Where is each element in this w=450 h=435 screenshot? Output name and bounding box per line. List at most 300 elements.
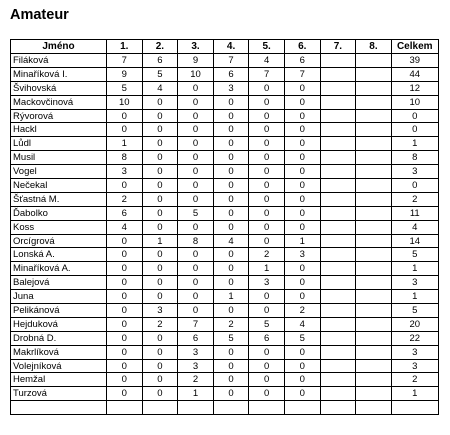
header-round-8: 8.	[356, 40, 392, 54]
round-7-cell	[320, 67, 356, 81]
round-8-cell	[356, 345, 392, 359]
round-7-cell	[320, 151, 356, 165]
round-8-cell	[356, 192, 392, 206]
header-round-2: 2.	[142, 40, 178, 54]
table-row	[11, 234, 439, 248]
table-row	[11, 248, 439, 262]
round-2-cell: 0	[142, 192, 178, 206]
round-3-cell: 0	[178, 304, 214, 318]
round-7-cell	[320, 95, 356, 109]
round-1-cell: 0	[107, 234, 143, 248]
round-8-cell	[356, 151, 392, 165]
round-1-cell: 4	[107, 220, 143, 234]
round-3-cell: 0	[178, 123, 214, 137]
table-row	[11, 54, 439, 68]
round-3-cell: 0	[178, 276, 214, 290]
round-6-cell: 6	[284, 54, 320, 68]
round-1-cell: 3	[107, 165, 143, 179]
round-8-cell	[356, 67, 392, 81]
total-cell: 22	[391, 331, 438, 345]
name-cell: Hackl	[11, 123, 107, 137]
round-8-cell	[356, 317, 392, 331]
round-2-cell: 0	[142, 151, 178, 165]
total-cell: 3	[391, 345, 438, 359]
total-cell: 8	[391, 151, 438, 165]
round-1-cell: 0	[107, 262, 143, 276]
round-4-cell: 0	[213, 165, 249, 179]
round-7-cell	[320, 331, 356, 345]
table-row	[11, 109, 439, 123]
round-5-cell: 4	[249, 54, 285, 68]
round-1-cell: 0	[107, 331, 143, 345]
round-7-cell	[320, 54, 356, 68]
round-4-cell: 0	[213, 387, 249, 401]
name-cell: Balejová	[11, 276, 107, 290]
total-cell: 12	[391, 81, 438, 95]
total-cell: 2	[391, 192, 438, 206]
header-round-5: 5.	[249, 40, 285, 54]
round-8-cell	[356, 262, 392, 276]
round-3-cell: 6	[178, 331, 214, 345]
round-7-cell	[320, 123, 356, 137]
round-7-cell	[320, 387, 356, 401]
round-5-cell: 6	[249, 331, 285, 345]
table-row	[11, 317, 439, 331]
round-5-cell: 2	[249, 248, 285, 262]
name-cell: Nečekal	[11, 179, 107, 193]
round-8-cell	[356, 290, 392, 304]
round-4-cell: 7	[213, 54, 249, 68]
total-cell: 0	[391, 179, 438, 193]
table-header-row	[11, 40, 439, 54]
round-4-cell: 0	[213, 276, 249, 290]
round-5-cell: 0	[249, 387, 285, 401]
table-body	[11, 54, 439, 415]
round-1-cell: 2	[107, 192, 143, 206]
table-row	[11, 95, 439, 109]
round-4-cell: 0	[213, 206, 249, 220]
round-5-cell: 0	[249, 206, 285, 220]
round-5-cell: 0	[249, 192, 285, 206]
round-3-cell: 10	[178, 67, 214, 81]
round-6-cell: 0	[284, 137, 320, 151]
round-5-cell: 0	[249, 81, 285, 95]
round-8-cell	[356, 81, 392, 95]
round-2-cell: 0	[142, 359, 178, 373]
round-4-cell: 0	[213, 373, 249, 387]
table-row	[11, 123, 439, 137]
round-3-cell: 0	[178, 262, 214, 276]
name-cell: Filáková	[11, 54, 107, 68]
round-2-cell: 0	[142, 345, 178, 359]
table-row	[11, 165, 439, 179]
round-6-cell	[284, 401, 320, 415]
total-cell: 14	[391, 234, 438, 248]
round-1-cell: 0	[107, 304, 143, 318]
round-3-cell: 7	[178, 317, 214, 331]
round-2-cell: 5	[142, 67, 178, 81]
round-2-cell: 0	[142, 248, 178, 262]
round-7-cell	[320, 345, 356, 359]
name-cell: Pelikánová	[11, 304, 107, 318]
name-cell: Turzová	[11, 387, 107, 401]
round-3-cell: 0	[178, 95, 214, 109]
round-5-cell	[249, 401, 285, 415]
round-8-cell	[356, 304, 392, 318]
round-1-cell: 8	[107, 151, 143, 165]
round-6-cell: 0	[284, 81, 320, 95]
total-cell: 44	[391, 67, 438, 81]
table-row	[11, 192, 439, 206]
round-4-cell: 0	[213, 345, 249, 359]
round-8-cell	[356, 359, 392, 373]
round-4-cell	[213, 401, 249, 415]
round-2-cell: 0	[142, 331, 178, 345]
round-3-cell: 3	[178, 359, 214, 373]
name-cell: Vogel	[11, 165, 107, 179]
total-cell: 0	[391, 123, 438, 137]
total-cell: 1	[391, 137, 438, 151]
table-row	[11, 206, 439, 220]
round-1-cell: 0	[107, 123, 143, 137]
round-3-cell: 8	[178, 234, 214, 248]
round-8-cell	[356, 179, 392, 193]
round-4-cell: 2	[213, 317, 249, 331]
round-5-cell: 0	[249, 109, 285, 123]
table-row	[11, 345, 439, 359]
round-3-cell: 0	[178, 137, 214, 151]
round-2-cell: 0	[142, 165, 178, 179]
name-cell: Minaříková A.	[11, 262, 107, 276]
round-2-cell: 0	[142, 220, 178, 234]
round-3-cell	[178, 401, 214, 415]
round-1-cell: 0	[107, 276, 143, 290]
round-6-cell: 4	[284, 317, 320, 331]
round-5-cell: 0	[249, 234, 285, 248]
total-cell: 5	[391, 248, 438, 262]
name-cell: Hejduková	[11, 317, 107, 331]
round-8-cell	[356, 331, 392, 345]
round-5-cell: 0	[249, 95, 285, 109]
table-row	[11, 331, 439, 345]
table-row	[11, 262, 439, 276]
table-row	[11, 67, 439, 81]
round-8-cell	[356, 234, 392, 248]
round-5-cell: 0	[249, 345, 285, 359]
round-3-cell: 1	[178, 387, 214, 401]
round-4-cell: 5	[213, 331, 249, 345]
round-8-cell	[356, 401, 392, 415]
round-3-cell: 0	[178, 220, 214, 234]
round-2-cell: 4	[142, 81, 178, 95]
round-1-cell: 0	[107, 373, 143, 387]
total-cell: 0	[391, 109, 438, 123]
round-2-cell: 0	[142, 262, 178, 276]
name-cell: Drobná D.	[11, 331, 107, 345]
name-cell: Musil	[11, 151, 107, 165]
name-cell: Koss	[11, 220, 107, 234]
round-4-cell: 0	[213, 137, 249, 151]
round-2-cell: 1	[142, 234, 178, 248]
round-2-cell: 0	[142, 95, 178, 109]
round-6-cell: 0	[284, 179, 320, 193]
round-8-cell	[356, 373, 392, 387]
round-7-cell	[320, 165, 356, 179]
round-6-cell: 0	[284, 123, 320, 137]
round-1-cell: 0	[107, 317, 143, 331]
round-2-cell: 6	[142, 54, 178, 68]
header-round-7: 7.	[320, 40, 356, 54]
round-4-cell: 0	[213, 359, 249, 373]
round-8-cell	[356, 206, 392, 220]
round-7-cell	[320, 373, 356, 387]
header-round-1: 1.	[107, 40, 143, 54]
round-6-cell: 7	[284, 67, 320, 81]
round-6-cell: 0	[284, 373, 320, 387]
total-cell: 1	[391, 290, 438, 304]
table-row	[11, 151, 439, 165]
total-cell: 5	[391, 304, 438, 318]
round-1-cell: 5	[107, 81, 143, 95]
round-7-cell	[320, 206, 356, 220]
round-8-cell	[356, 248, 392, 262]
round-7-cell	[320, 317, 356, 331]
round-6-cell: 1	[284, 234, 320, 248]
round-1-cell: 0	[107, 359, 143, 373]
round-7-cell	[320, 262, 356, 276]
round-3-cell: 5	[178, 206, 214, 220]
round-1-cell: 9	[107, 67, 143, 81]
round-8-cell	[356, 109, 392, 123]
round-4-cell: 0	[213, 262, 249, 276]
header-total: Celkem	[391, 40, 438, 54]
round-8-cell	[356, 220, 392, 234]
round-4-cell: 3	[213, 81, 249, 95]
round-6-cell: 5	[284, 331, 320, 345]
name-cell	[11, 401, 107, 415]
round-7-cell	[320, 137, 356, 151]
total-cell: 20	[391, 317, 438, 331]
name-cell: Ďabolko	[11, 206, 107, 220]
round-7-cell	[320, 192, 356, 206]
name-cell: Hemžal	[11, 373, 107, 387]
round-6-cell: 3	[284, 248, 320, 262]
round-3-cell: 9	[178, 54, 214, 68]
round-4-cell: 0	[213, 123, 249, 137]
round-4-cell: 4	[213, 234, 249, 248]
round-1-cell: 0	[107, 248, 143, 262]
round-8-cell	[356, 54, 392, 68]
name-cell: Rývorová	[11, 109, 107, 123]
round-3-cell: 0	[178, 192, 214, 206]
round-3-cell: 0	[178, 179, 214, 193]
total-cell: 4	[391, 220, 438, 234]
round-3-cell: 2	[178, 373, 214, 387]
round-1-cell: 1	[107, 137, 143, 151]
header-name: Jméno	[11, 40, 107, 54]
round-6-cell: 0	[284, 345, 320, 359]
round-1-cell	[107, 401, 143, 415]
table-row	[11, 373, 439, 387]
round-2-cell: 0	[142, 123, 178, 137]
round-4-cell: 0	[213, 151, 249, 165]
name-cell: Mackovčinová	[11, 95, 107, 109]
table-row	[11, 304, 439, 318]
name-cell: Švihovská	[11, 81, 107, 95]
header-round-6: 6.	[284, 40, 320, 54]
round-1-cell: 7	[107, 54, 143, 68]
table-row	[11, 220, 439, 234]
round-4-cell: 0	[213, 248, 249, 262]
round-5-cell: 0	[249, 123, 285, 137]
round-2-cell: 0	[142, 137, 178, 151]
round-7-cell	[320, 401, 356, 415]
round-7-cell	[320, 276, 356, 290]
round-2-cell: 0	[142, 290, 178, 304]
results-table	[10, 39, 439, 415]
round-6-cell: 0	[284, 290, 320, 304]
round-2-cell: 0	[142, 179, 178, 193]
round-7-cell	[320, 248, 356, 262]
round-6-cell: 0	[284, 220, 320, 234]
table-row	[11, 179, 439, 193]
round-2-cell: 0	[142, 387, 178, 401]
table-row	[11, 81, 439, 95]
round-5-cell: 0	[249, 290, 285, 304]
table-row	[11, 387, 439, 401]
name-cell: Lůdl	[11, 137, 107, 151]
round-6-cell: 0	[284, 387, 320, 401]
round-2-cell: 0	[142, 373, 178, 387]
round-1-cell: 0	[107, 290, 143, 304]
round-7-cell	[320, 359, 356, 373]
round-2-cell: 2	[142, 317, 178, 331]
total-cell: 1	[391, 262, 438, 276]
name-cell: Makrlíková	[11, 345, 107, 359]
total-cell: 1	[391, 387, 438, 401]
round-6-cell: 0	[284, 359, 320, 373]
round-3-cell: 0	[178, 248, 214, 262]
round-5-cell: 3	[249, 276, 285, 290]
round-1-cell: 0	[107, 387, 143, 401]
round-7-cell	[320, 179, 356, 193]
round-5-cell: 0	[249, 220, 285, 234]
round-3-cell: 0	[178, 151, 214, 165]
round-5-cell: 0	[249, 179, 285, 193]
round-5-cell: 0	[249, 359, 285, 373]
round-6-cell: 0	[284, 95, 320, 109]
name-cell: Minaříková I.	[11, 67, 107, 81]
table-row	[11, 401, 439, 415]
round-1-cell: 0	[107, 109, 143, 123]
round-7-cell	[320, 290, 356, 304]
round-1-cell: 10	[107, 95, 143, 109]
round-5-cell: 0	[249, 373, 285, 387]
round-8-cell	[356, 95, 392, 109]
round-4-cell: 0	[213, 192, 249, 206]
round-6-cell: 0	[284, 151, 320, 165]
round-6-cell: 0	[284, 192, 320, 206]
round-8-cell	[356, 123, 392, 137]
round-6-cell: 0	[284, 109, 320, 123]
round-3-cell: 0	[178, 290, 214, 304]
round-4-cell: 0	[213, 109, 249, 123]
round-2-cell: 0	[142, 206, 178, 220]
round-8-cell	[356, 276, 392, 290]
round-6-cell: 0	[284, 276, 320, 290]
total-cell: 11	[391, 206, 438, 220]
round-4-cell: 6	[213, 67, 249, 81]
round-3-cell: 3	[178, 345, 214, 359]
round-6-cell: 0	[284, 165, 320, 179]
round-5-cell: 1	[249, 262, 285, 276]
name-cell: Orcígrová	[11, 234, 107, 248]
name-cell: Juna	[11, 290, 107, 304]
round-5-cell: 7	[249, 67, 285, 81]
name-cell: Šťastná M.	[11, 192, 107, 206]
round-7-cell	[320, 81, 356, 95]
round-6-cell: 2	[284, 304, 320, 318]
total-cell: 3	[391, 359, 438, 373]
round-8-cell	[356, 137, 392, 151]
round-2-cell: 0	[142, 109, 178, 123]
total-cell	[391, 401, 438, 415]
round-2-cell: 3	[142, 304, 178, 318]
round-7-cell	[320, 234, 356, 248]
round-8-cell	[356, 165, 392, 179]
round-4-cell: 0	[213, 95, 249, 109]
round-2-cell	[142, 401, 178, 415]
table-row	[11, 290, 439, 304]
round-4-cell: 0	[213, 304, 249, 318]
round-4-cell: 0	[213, 220, 249, 234]
table-row	[11, 359, 439, 373]
name-cell: Volejníková	[11, 359, 107, 373]
header-round-3: 3.	[178, 40, 214, 54]
total-cell: 3	[391, 165, 438, 179]
round-4-cell: 1	[213, 290, 249, 304]
round-3-cell: 0	[178, 165, 214, 179]
round-6-cell: 0	[284, 206, 320, 220]
round-5-cell: 0	[249, 304, 285, 318]
round-3-cell: 0	[178, 109, 214, 123]
round-8-cell	[356, 387, 392, 401]
round-5-cell: 0	[249, 137, 285, 151]
round-1-cell: 0	[107, 179, 143, 193]
round-5-cell: 0	[249, 151, 285, 165]
round-1-cell: 6	[107, 206, 143, 220]
table-row	[11, 276, 439, 290]
round-7-cell	[320, 304, 356, 318]
round-7-cell	[320, 220, 356, 234]
round-5-cell: 0	[249, 165, 285, 179]
round-6-cell: 0	[284, 262, 320, 276]
round-5-cell: 5	[249, 317, 285, 331]
round-2-cell: 0	[142, 276, 178, 290]
total-cell: 3	[391, 276, 438, 290]
round-4-cell: 0	[213, 179, 249, 193]
total-cell: 10	[391, 95, 438, 109]
table-row	[11, 137, 439, 151]
total-cell: 2	[391, 373, 438, 387]
page-title: Amateur	[10, 7, 69, 23]
total-cell: 39	[391, 54, 438, 68]
round-7-cell	[320, 109, 356, 123]
header-round-4: 4.	[213, 40, 249, 54]
round-3-cell: 0	[178, 81, 214, 95]
name-cell: Lonská A.	[11, 248, 107, 262]
round-1-cell: 0	[107, 345, 143, 359]
